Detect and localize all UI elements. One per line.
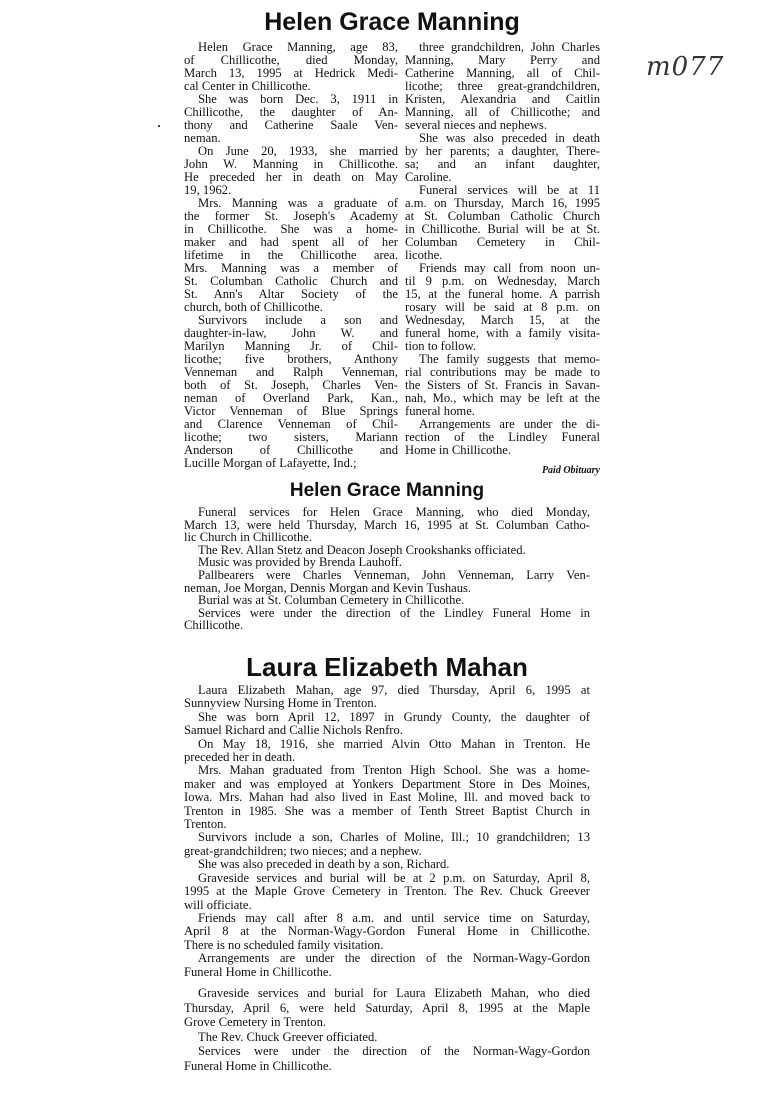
paragraph bbox=[184, 569, 590, 594]
text-line: Trenton in 1985. She was a member of Tenth Street Baptist Church in bbox=[184, 803, 590, 818]
text-line: Helen Grace Manning, age 83, bbox=[198, 40, 398, 54]
text-line: Mrs. Manning was a graduate of bbox=[198, 196, 398, 210]
text-line: licothe; five brothers, Anthony bbox=[184, 352, 398, 366]
text-line: Funeral Home in Chillicothe. bbox=[184, 964, 332, 979]
text-line: March 13, were held Thursday, March 16, 1995 at St. Columban Catho- bbox=[184, 517, 590, 532]
text-line: licothe; three great-grandchildren, bbox=[405, 79, 600, 93]
paragraph bbox=[184, 594, 590, 607]
text-line: Survivors include a son, Charles of Moline, Ill.; 10 grandchildren; 13 bbox=[198, 830, 590, 845]
text-line: Survivors include a son and bbox=[198, 313, 398, 327]
text-line: She was also preceded in death bbox=[419, 131, 600, 145]
handwritten-archive-note: m077 bbox=[646, 52, 725, 82]
paragraph bbox=[184, 764, 590, 831]
paragraph bbox=[405, 184, 600, 262]
text-line: in Chillicothe. Burial will be at St. bbox=[405, 222, 600, 236]
text-line: maker and had spent all of her bbox=[184, 235, 398, 249]
text-line: cal Center in Chillicothe. bbox=[184, 79, 311, 93]
text-line: Funeral services will be at 11 bbox=[419, 183, 600, 197]
obituary3-body bbox=[184, 684, 590, 979]
text-line: Samuel Richard and Callie Nichols Renfro. bbox=[184, 723, 403, 738]
paragraph bbox=[184, 858, 590, 871]
text-line: the former St. Joseph's Academy bbox=[184, 209, 398, 223]
paragraph bbox=[184, 872, 590, 912]
text-line: by her parents; a daughter, There- bbox=[405, 144, 600, 158]
text-line: Anderson of Chillicothe and bbox=[184, 443, 398, 457]
text-line: Graveside services and burial will be at 2 p.m. on Saturday, April 8, bbox=[198, 870, 590, 885]
paragraph bbox=[184, 912, 590, 952]
text-line: He preceded her in death on May bbox=[184, 170, 398, 184]
text-line: March 13, 1995 at Hedrick Medi- bbox=[184, 66, 398, 80]
paid-obituary-label: Paid Obituary bbox=[541, 465, 600, 476]
text-line: Mrs. Mahan graduated from Trenton High School. She was a home- bbox=[198, 763, 590, 778]
text-line: til 9 p.m. on Wednesday, March bbox=[405, 274, 600, 288]
paragraph bbox=[184, 41, 398, 93]
text-line: On May 18, 1916, she married Alvin Otto Mahan in Trenton. He bbox=[198, 736, 590, 751]
text-line: Burial was at St. Columban Cemetery in Chillicothe. bbox=[198, 593, 465, 608]
text-line: neman, Joe Morgan, Dennis Morgan and Kevin Tushaus. bbox=[184, 580, 472, 595]
paragraph bbox=[405, 41, 600, 132]
text-line: of Chillicothe, died Monday, bbox=[184, 53, 398, 67]
paragraph bbox=[184, 684, 590, 711]
text-line: great-grandchildren; two nieces; and a nephew. bbox=[184, 843, 422, 858]
text-line: Graveside services and burial for Laura Elizabeth Mahan, who died bbox=[198, 986, 590, 1000]
paragraph bbox=[184, 711, 590, 738]
text-line: She was born Dec. 3, 1911 in bbox=[198, 92, 398, 106]
text-line: Caroline. bbox=[405, 170, 452, 184]
text-line: Columban Cemetery in Chil- bbox=[405, 235, 600, 249]
paragraph bbox=[184, 506, 590, 544]
text-line: several nieces and nephews. bbox=[405, 118, 547, 132]
text-line: On June 20, 1933, she married bbox=[198, 144, 398, 158]
text-line: Laura Elizabeth Mahan, age 97, died Thursday, April 6, 1995 at bbox=[198, 683, 590, 697]
paragraph bbox=[184, 738, 590, 765]
text-line: Kristen, Alexandria and Caitlin bbox=[405, 92, 600, 106]
text-line: Funeral services for Helen Grace Manning, who died Monday, bbox=[198, 505, 590, 519]
text-line: Manning, Mary Perry and bbox=[405, 53, 600, 67]
text-line: There is no scheduled family visitation. bbox=[184, 937, 384, 952]
text-line: Friends may call after 8 a.m. and until service time on Saturday, bbox=[198, 910, 590, 925]
paragraph bbox=[405, 132, 600, 184]
text-line: daughter-in-law, John W. and bbox=[184, 326, 398, 340]
text-line: licothe; two sisters, Mariann bbox=[184, 430, 398, 444]
text-line: Chillicothe. bbox=[184, 618, 244, 633]
text-line: three grandchildren, John Charles bbox=[419, 40, 600, 54]
obituary-title-helen-manning: Helen Grace Manning bbox=[264, 8, 520, 36]
text-line: The family suggests that memo- bbox=[419, 352, 600, 366]
obituary-title-helen-manning-services: Helen Grace Manning bbox=[289, 480, 485, 501]
text-line: Marilyn Manning Jr. of Chil- bbox=[184, 339, 398, 353]
text-line: The Rev. Chuck Greever officiated. bbox=[198, 1029, 378, 1044]
text-line: Music was provided by Brenda Lauhoff. bbox=[198, 555, 403, 570]
obituary-title-laura-mahan: Laura Elizabeth Mahan bbox=[246, 652, 528, 682]
paragraph bbox=[184, 986, 590, 1030]
text-line: Sunnyview Nursing Home in Trenton. bbox=[184, 696, 377, 711]
paragraph bbox=[405, 418, 600, 457]
text-line: rosary will be said at 8 p.m. on bbox=[405, 300, 600, 314]
text-line: Iowa. Mrs. Mahan had also lived in East Moline, Ill. and moved back to bbox=[184, 790, 590, 805]
paragraph bbox=[184, 1044, 590, 1073]
text-line: Arrangements are under the direction of the Norman-Wagy-Gordon bbox=[198, 951, 590, 966]
obituary3-followup bbox=[184, 986, 590, 1074]
paragraph bbox=[184, 314, 398, 470]
paragraph bbox=[184, 93, 398, 145]
text-line: Funeral Home in Chillicothe. bbox=[184, 1058, 332, 1073]
text-line: at St. Columban Catholic Church bbox=[405, 209, 600, 223]
text-line: Mrs. Manning was a member of bbox=[184, 261, 398, 275]
paid-obituary-label-wrap bbox=[405, 464, 600, 478]
obituary2-body bbox=[184, 506, 590, 632]
text-line: April 8 at the Norman-Wagy-Gordon Funeral Home in Chillicothe. bbox=[184, 924, 590, 939]
text-line: Wednesday, March 15, at the bbox=[405, 313, 600, 327]
paragraph bbox=[184, 607, 590, 632]
text-line: 1995 at the Maple Grove Cemetery in Trenton. The Rev. Chuck Greever bbox=[184, 884, 590, 899]
text-line: nah, Mo., which may be left at the bbox=[405, 391, 600, 405]
text-line: John W. Manning in Chillicothe. bbox=[184, 157, 398, 171]
obituary1-column-1 bbox=[184, 41, 398, 470]
text-line: Services were under the direction of the Norman-Wagy-Gordon bbox=[198, 1044, 590, 1059]
text-line: She was also preceded in death by a son, Richard. bbox=[198, 857, 450, 872]
text-line: neman. bbox=[184, 131, 221, 145]
text-line: lic Church in Chillicothe. bbox=[184, 530, 313, 545]
text-line: rial contributions may be made to bbox=[405, 365, 600, 379]
text-line: Home in Chillicothe. bbox=[405, 443, 511, 457]
text-line: a.m. on Thursday, March 16, 1995 bbox=[405, 196, 600, 210]
text-line: She was born April 12, 1897 in Grundy County, the daughter of bbox=[198, 709, 590, 724]
paragraph bbox=[184, 1030, 590, 1045]
paragraph bbox=[184, 145, 398, 197]
text-line: in Chillicothe. She was a home- bbox=[184, 222, 398, 236]
text-line: rection of the Lindley Funeral bbox=[405, 430, 600, 444]
text-line: licothe. bbox=[405, 248, 443, 262]
text-line: Grove Cemetery in Trenton. bbox=[184, 1015, 327, 1030]
paragraph bbox=[184, 831, 590, 858]
text-line: the Sisters of St. Francis in Savan- bbox=[405, 378, 600, 392]
text-line: Pallbearers were Charles Venneman, John Venneman, Larry Ven- bbox=[198, 567, 590, 582]
text-line: 15, at the funeral home. A parrish bbox=[405, 287, 600, 301]
scan-speck bbox=[158, 125, 160, 127]
text-line: St. Ann's Altar Society of the bbox=[184, 287, 398, 301]
text-line: Trenton. bbox=[184, 817, 227, 832]
text-line: church, both of Chillicothe. bbox=[184, 300, 323, 314]
obituary1-column-2 bbox=[405, 41, 600, 457]
text-line: will officiate. bbox=[184, 897, 252, 912]
text-line: Chillicothe, the daughter of An- bbox=[184, 105, 398, 119]
text-line: Victor Venneman of Blue Springs bbox=[184, 404, 398, 418]
text-line: preceded her in death. bbox=[184, 750, 296, 765]
text-line: lifetime in the Chillicothe area. bbox=[184, 248, 398, 262]
text-line: Thursday, April 6, were held Saturday, April 8, 1995 at the Maple bbox=[184, 1000, 590, 1015]
text-line: Arrangements are under the di- bbox=[419, 417, 600, 431]
text-line: tion to follow. bbox=[405, 339, 476, 353]
text-line: funeral home. bbox=[405, 404, 475, 418]
text-line: and Clarence Venneman of Chil- bbox=[184, 417, 398, 431]
text-line: both of St. Joseph, Charles Ven- bbox=[184, 378, 398, 392]
text-line: Services were under the direction of the Lindley Funeral Home in bbox=[198, 605, 590, 620]
text-line: The Rev. Allan Stetz and Deacon Joseph Crookshanks officiated. bbox=[198, 542, 526, 557]
text-line: sa; and an infant daughter, bbox=[405, 157, 600, 171]
text-line: Friends may call from noon un- bbox=[419, 261, 600, 275]
paragraph bbox=[405, 353, 600, 418]
text-line: Manning, all of Chillicothe; and bbox=[405, 105, 600, 119]
text-line: neman of Overland Park, Kan., bbox=[184, 391, 398, 405]
text-line: Venneman and Ralph Venneman, bbox=[184, 365, 398, 379]
paragraph bbox=[184, 952, 590, 979]
text-line: St. Columban Catholic Church and bbox=[184, 274, 398, 288]
text-line: 19, 1962. bbox=[184, 183, 232, 197]
text-line: Lucille Morgan of Lafayette, Ind.; bbox=[184, 456, 357, 470]
paragraph bbox=[184, 197, 398, 314]
text-line: maker and was employed at Yonkers Department Store in Des Moines, bbox=[184, 776, 590, 791]
text-line: funeral home, with a family visita- bbox=[405, 326, 600, 340]
text-line: Catherine Manning, all of Chil- bbox=[405, 66, 600, 80]
paragraph bbox=[405, 262, 600, 353]
text-line: thony and Catherine Saale Ven- bbox=[184, 118, 398, 132]
